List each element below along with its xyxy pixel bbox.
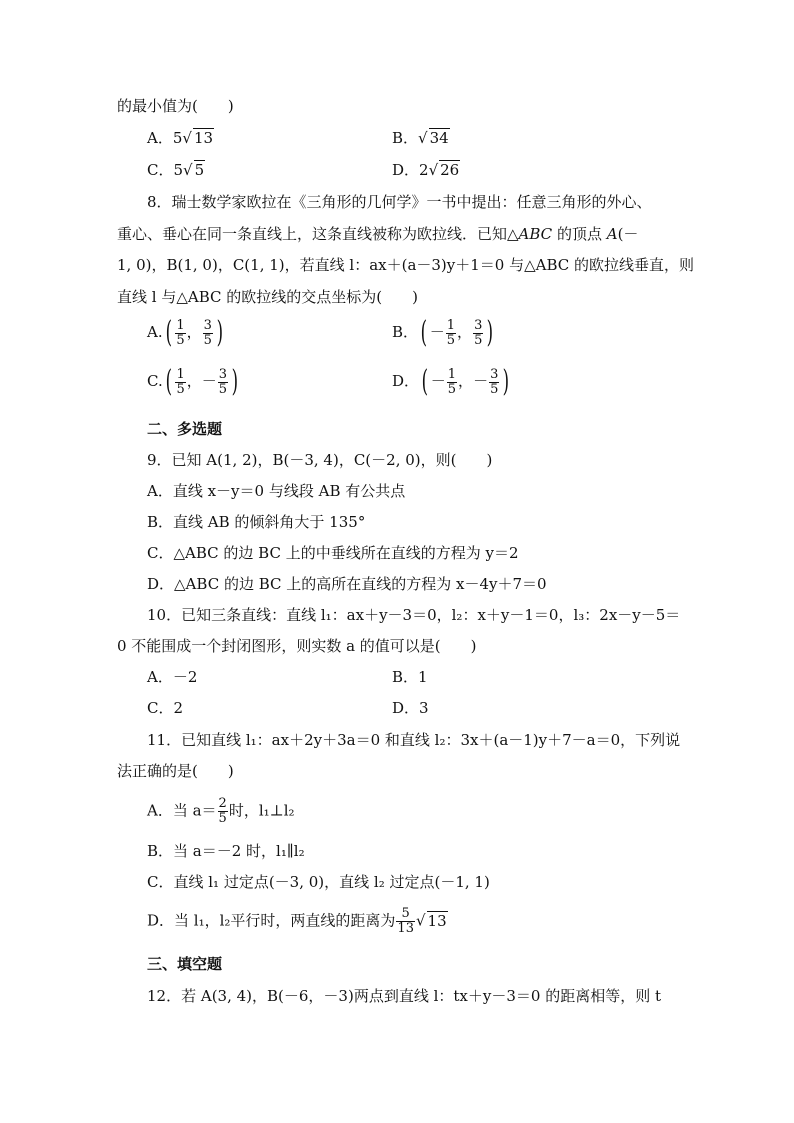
q10-stem-line2: 0 不能围成一个封闭图形，则实数 a 的值可以是( ) — [117, 637, 477, 655]
q11-stem-line2: 法正确的是( ) — [117, 762, 234, 780]
q8-stem-line3: 1, 0)，B(1, 0)，C(1, 1)，若直线 l：ax＋(a－3)y＋1＝0 与△ABC 的欧拉线垂直，则 — [117, 256, 695, 274]
q8-option-d: D．( － $\frac{1}{5}$ ，－ $\frac{3}{5}$ ) — [392, 364, 510, 399]
q9-option-d: D．△ABC 的边 BC 上的高所在直线的方程为 x－4y＋7＝0 — [147, 575, 547, 593]
q9-option-b: B．直线 AB 的倾斜角大于 135° — [147, 513, 366, 531]
q11-option-a: A．当 a＝ $\frac{2}{5}$ 时，l₁⊥l₂ — [147, 796, 295, 826]
q8-option-c: C.( $\frac{1}{5}$ ，－ $\frac{3}{5}$ ) — [147, 364, 239, 399]
q10-option-d: D．3 — [392, 699, 429, 717]
q8-option-b: B．( － $\frac{1}{5}$ ， $\frac{3}{5}$ ) — [392, 315, 494, 350]
q8-stem-line2: 重心、垂心在同一条直线上，这条直线被称为欧拉线．已知△ABC 的顶点 A(－ — [117, 225, 639, 243]
q10-option-b: B．1 — [392, 668, 428, 686]
q10-option-c: C．2 — [147, 699, 184, 717]
q9-option-c: C．△ABC 的边 BC 上的中垂线所在直线的方程为 y＝2 — [147, 544, 519, 562]
section-fill-blank-heading: 三、填空题 — [147, 955, 223, 973]
q11-option-d: D．当 l₁，l₂平行时，两直线的距离为 $\frac{5}{13}$ √ 13 — [147, 906, 447, 936]
q7-option-b: B．√ 34 — [392, 129, 449, 147]
q9-option-a: A．直线 x－y＝0 与线段 AB 有公共点 — [147, 482, 406, 500]
q9-stem: 9．已知 A(1, 2)，B(－3, 4)，C(－2, 0)，则( ) — [147, 451, 493, 469]
q12-stem: 12．若 A(3, 4)，B(－6，－3)两点到直线 l：tx＋y－3＝0 的距离相等，则 t — [147, 987, 662, 1005]
q8-stem-line4: 直线 l 与△ABC 的欧拉线的交点坐标为( ) — [117, 288, 418, 306]
q7-option-c: C．5√ 5 — [147, 161, 205, 179]
q7-option-d: D．2√ 26 — [392, 161, 460, 179]
q11-stem-line1: 11．已知直线 l₁：ax＋2y＋3a＝0 和直线 l₂：3x＋(a－1)y＋7－a＝0，下列说 — [147, 731, 681, 749]
section-multi-choice-heading: 二、多选题 — [147, 420, 223, 438]
q11-option-b: B．当 a＝－2 时，l₁∥l₂ — [147, 842, 305, 860]
q8-option-a: A.( $\frac{1}{5}$ ， $\frac{3}{5}$ ) — [147, 315, 223, 350]
q11-option-c: C．直线 l₁ 过定点(－3, 0)，直线 l₂ 过定点(－1, 1) — [147, 873, 490, 891]
q7-stem-tail: 的最小值为( ) — [117, 97, 234, 115]
q8-stem-line1: 8．瑞士数学家欧拉在《三角形的几何学》一书中提出：任意三角形的外心、 — [147, 193, 652, 211]
q10-stem-line1: 10．已知三条直线：直线 l₁：ax＋y－3＝0，l₂：x＋y－1＝0，l₃：2x－y－5＝ — [147, 606, 681, 624]
q7-option-a: A．5√ 13 — [147, 129, 214, 147]
q10-option-a: A．－2 — [147, 668, 198, 686]
